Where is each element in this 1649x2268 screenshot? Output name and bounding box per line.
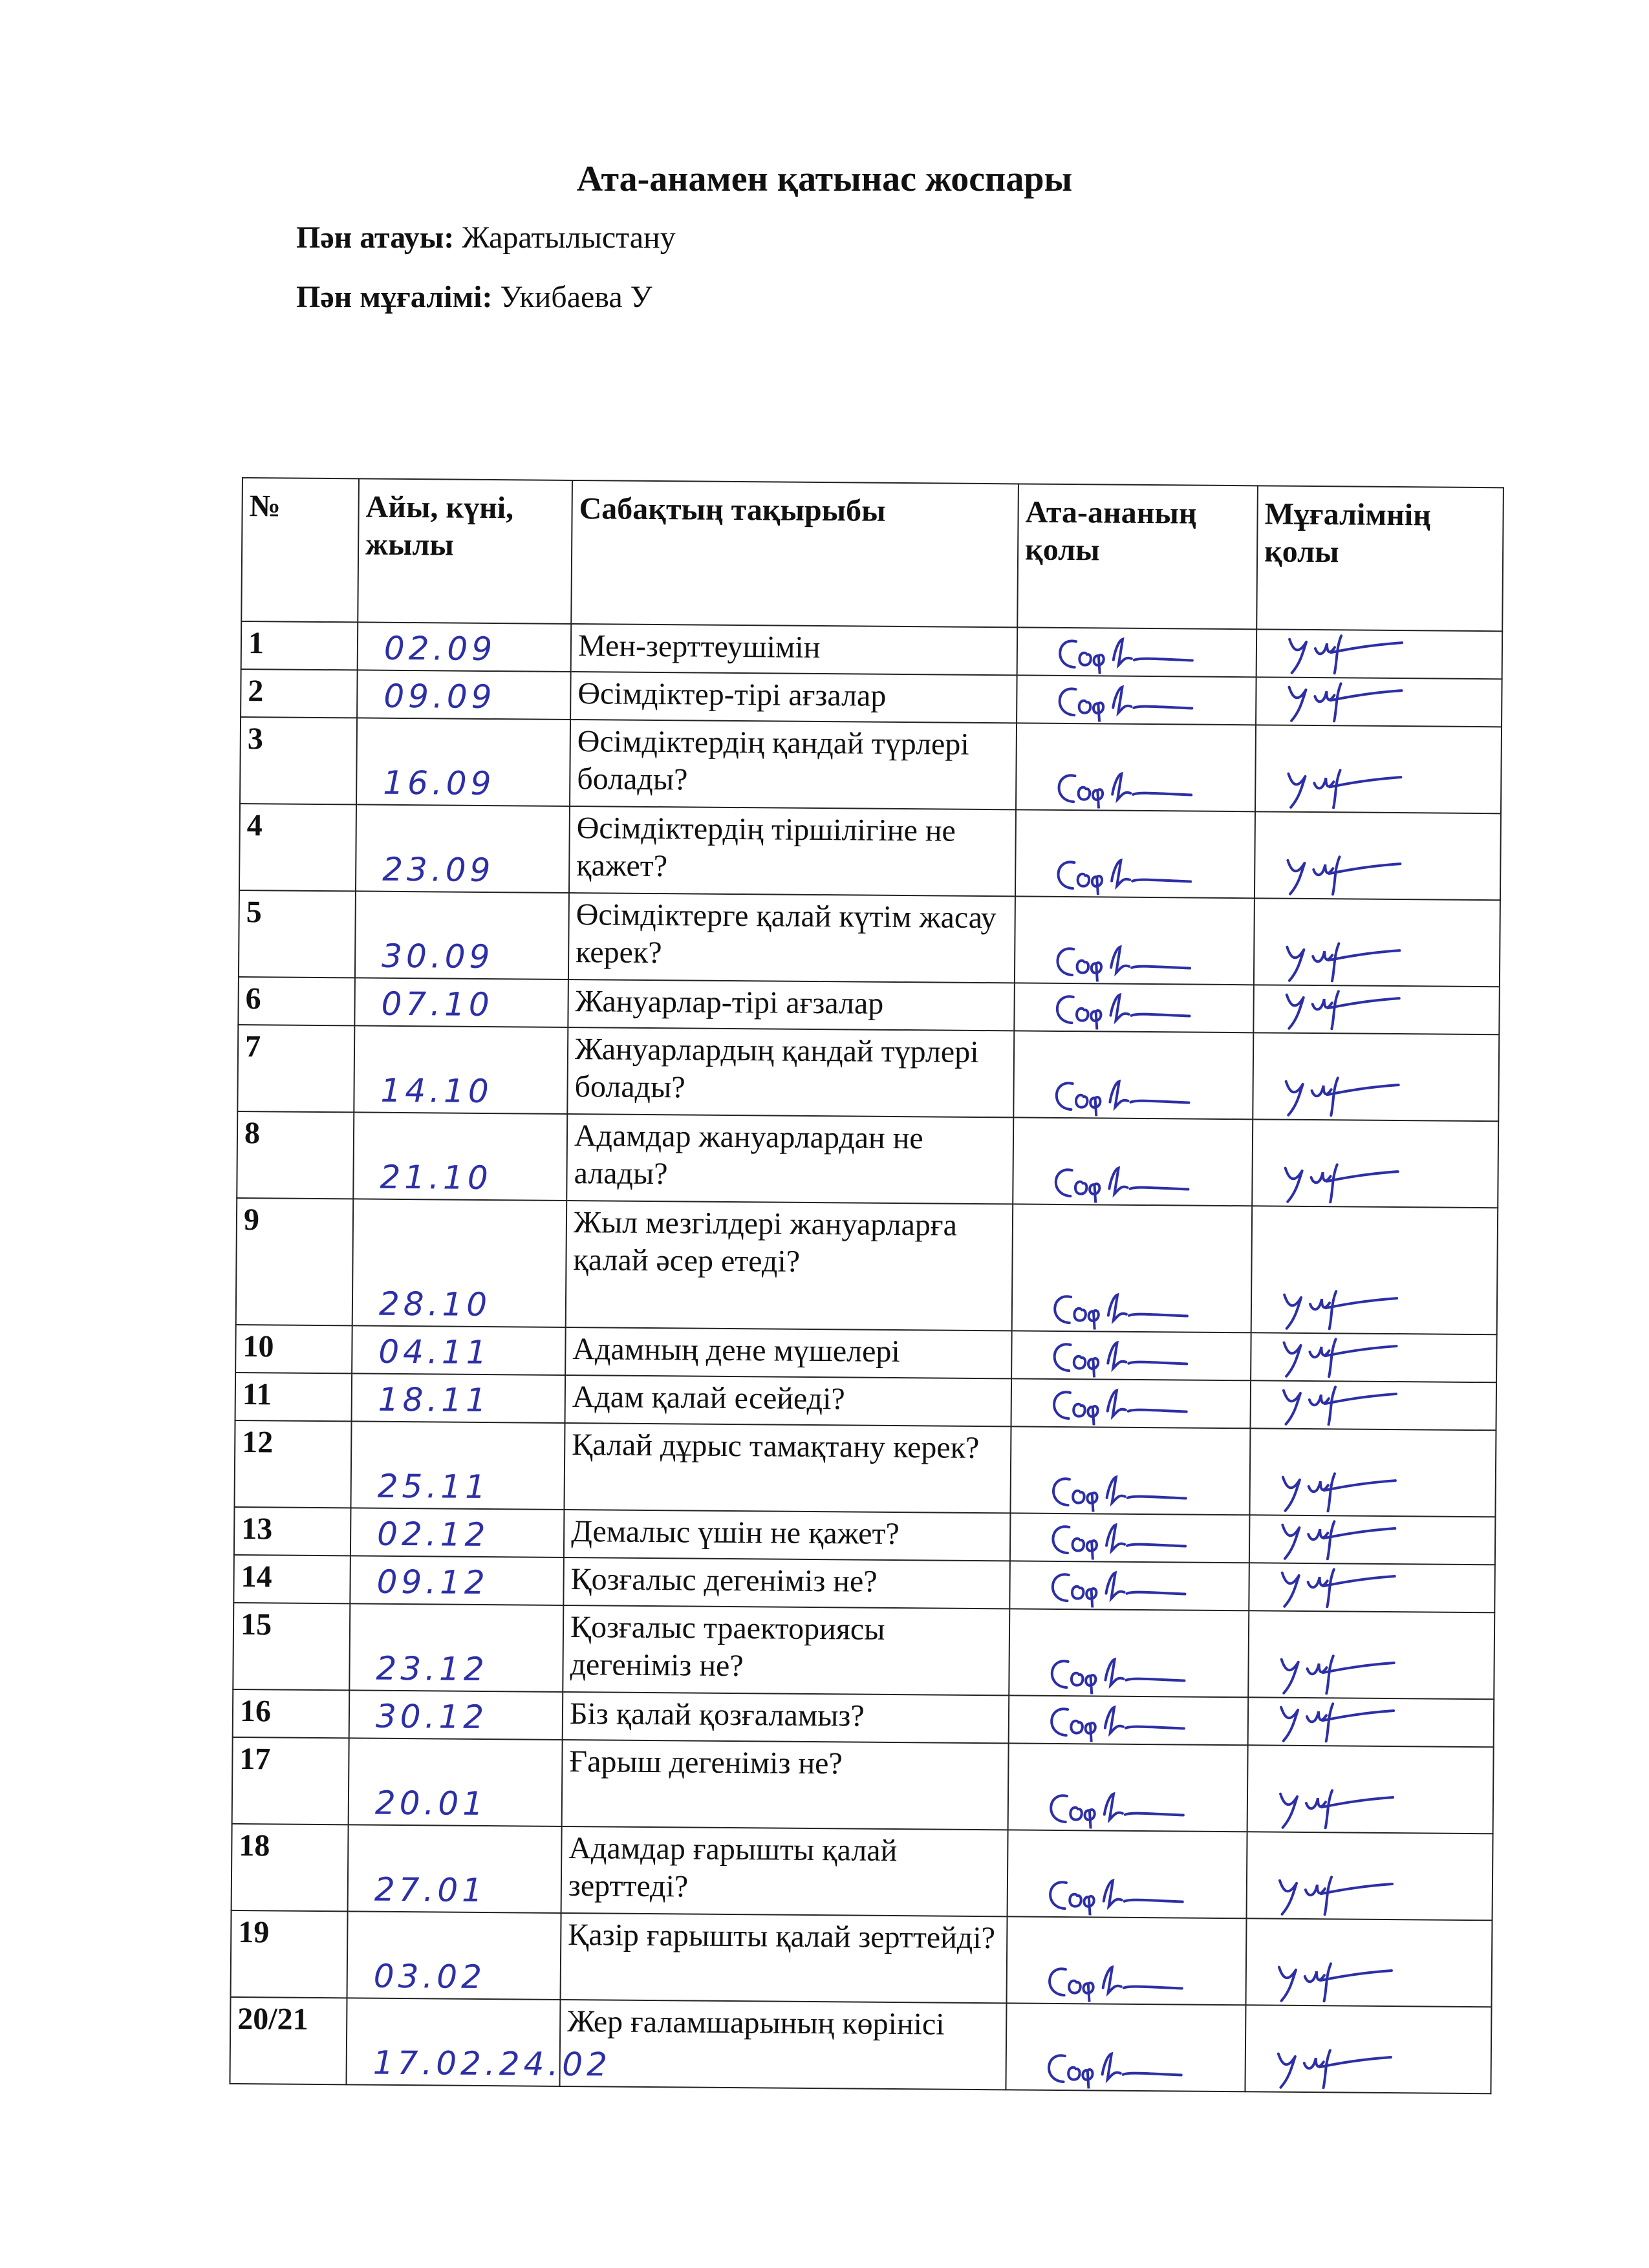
table-row <box>240 717 1502 813</box>
handwritten-date: 03.02 <box>373 1957 486 1996</box>
handwritten-date: 14.10 <box>380 1071 493 1111</box>
teacher-signature <box>1275 854 1405 898</box>
row-topic: Қозғалыс дегеніміз не? <box>563 1557 1010 1609</box>
parent-signature-cell <box>1017 627 1257 677</box>
handwritten-date: 02.12 <box>376 1515 490 1554</box>
parent-signature-cell <box>1012 1204 1253 1332</box>
plan-table-wrapper <box>229 477 1503 2094</box>
teacher-signature <box>1273 1075 1403 1119</box>
row-number: 2 <box>241 669 358 718</box>
parent-signature-cell <box>1010 1426 1250 1515</box>
teacher-signature-cell <box>1252 1119 1498 1208</box>
parent-signature <box>1042 1702 1191 1743</box>
handwritten-date: 18.11 <box>378 1380 491 1420</box>
parent-signature <box>1043 1519 1192 1561</box>
row-date-cell <box>346 1998 612 2086</box>
parent-signature-cell <box>1006 1916 1246 2005</box>
row-topic: Мен-зерттеушімін <box>571 624 1018 675</box>
teacher-signature <box>1273 989 1403 1032</box>
row-topic: Өсімдіктердің тіршілігіне не қажет? <box>569 806 1016 896</box>
row-date-cell <box>350 1421 565 1510</box>
row-number: 20/21 <box>230 1997 347 2084</box>
teacher-signature-cell <box>1250 1380 1496 1430</box>
row-number: 17 <box>232 1737 349 1824</box>
table-row <box>232 1737 1494 1834</box>
row-topic: Өсімдіктердің қандай түрлері болады? <box>570 720 1017 809</box>
row-topic: Өсімдіктер-тірі ағзалар <box>570 672 1017 723</box>
parent-signature <box>1046 1162 1194 1204</box>
parent-signature <box>1050 681 1198 723</box>
parent-signature-cell <box>1015 809 1255 898</box>
row-number: 8 <box>237 1111 354 1199</box>
parent-signature <box>1047 989 1196 1031</box>
table-row <box>239 804 1501 900</box>
parent-signature-cell <box>1017 675 1256 725</box>
handwritten-date: 30.12 <box>375 1697 488 1737</box>
header-topic: Сабақтың тақырыбы <box>571 480 1018 627</box>
row-date-cell <box>350 1556 564 1605</box>
row-date-cell <box>355 891 569 979</box>
handwritten-date: 09.12 <box>376 1563 489 1602</box>
table-row <box>236 1198 1498 1334</box>
row-date-cell <box>352 1373 566 1423</box>
parent-signature-cell <box>1014 983 1254 1032</box>
handwritten-date: 09.09 <box>383 677 496 716</box>
row-date-cell <box>348 1824 562 1913</box>
teacher-signature-cell <box>1253 1032 1499 1121</box>
teacher-signature <box>1266 1961 1396 2005</box>
teacher-signature-cell <box>1255 811 1501 900</box>
row-topic: Адамдар жануарлардан не алады? <box>566 1114 1013 1204</box>
row-date-cell <box>353 1112 567 1201</box>
teacher-signature-cell <box>1254 898 1500 987</box>
parent-signature-cell <box>1011 1378 1251 1428</box>
row-topic: Жер ғаламшарының көрінісі <box>559 2000 1006 2090</box>
row-number: 7 <box>237 1025 354 1112</box>
teacher-signature <box>1275 767 1405 811</box>
teacher-signature <box>1269 1519 1399 1563</box>
teacher-signature-cell <box>1249 1428 1496 1517</box>
row-topic: Ғарыш дегеніміз не? <box>562 1740 1009 1830</box>
row-date-cell <box>349 1738 563 1826</box>
row-topic: Қозғалыс траекториясы дегеніміз не? <box>563 1605 1009 1695</box>
parent-signature <box>1050 634 1199 675</box>
teacher-signature-cell <box>1247 1745 1494 1834</box>
teacher-signature <box>1269 1471 1399 1515</box>
handwritten-date: 25.11 <box>377 1467 490 1506</box>
table-row <box>239 890 1500 987</box>
teacher-signature <box>1271 1289 1401 1332</box>
parent-signature-cell <box>1008 1743 1248 1832</box>
table-row <box>233 1603 1494 1699</box>
row-topic: Қазір ғарышты қалай зерттейді? <box>561 1913 1008 2003</box>
row-number: 4 <box>239 804 356 891</box>
row-topic: Біз қалай қозғаламыз? <box>563 1692 1009 1743</box>
row-number: 19 <box>231 1910 348 1998</box>
row-number: 16 <box>233 1689 350 1738</box>
header-date: Айы, күні, жылы <box>358 478 572 624</box>
row-topic: Өсімдіктерге қалай күтім жасау керек? <box>568 893 1015 983</box>
row-topic: Жануарлардың қандай түрлері болады? <box>567 1027 1014 1117</box>
row-number: 1 <box>241 621 358 670</box>
row-number: 10 <box>235 1325 352 1373</box>
subject-label: Пән атауы: <box>296 220 455 255</box>
row-date-cell <box>349 1690 563 1740</box>
parent-signature-cell <box>1009 1695 1249 1745</box>
row-topic: Адам қалай есейеді? <box>565 1375 1012 1426</box>
row-number: 13 <box>234 1507 351 1556</box>
row-number: 3 <box>240 717 357 804</box>
table-row <box>231 1910 1493 2007</box>
parent-signature-cell <box>1009 1561 1249 1610</box>
row-date-cell <box>357 670 571 720</box>
parent-signature <box>1044 1385 1193 1426</box>
table-row <box>237 1111 1498 1208</box>
row-number: 9 <box>236 1198 354 1325</box>
teacher-signature <box>1267 1874 1397 1918</box>
teacher-signature <box>1268 1653 1398 1697</box>
teacher-signature-cell <box>1245 2005 1491 2093</box>
teacher-signature-cell <box>1245 1918 1492 2007</box>
table-row <box>232 1824 1493 1920</box>
handwritten-date: 07.10 <box>381 985 493 1024</box>
parent-signature-cell <box>1006 2003 1245 2091</box>
row-date-cell <box>352 1199 567 1327</box>
handwritten-date: 23.12 <box>376 1649 488 1689</box>
teacher-signature <box>1276 681 1406 725</box>
teacher-signature-cell <box>1255 725 1502 813</box>
table-row <box>234 1420 1496 1517</box>
row-topic: Қалай дұрыс тамақтану керек? <box>564 1423 1011 1513</box>
teacher-signature <box>1274 941 1404 985</box>
teacher-line <box>296 279 652 315</box>
parent-signature-cell <box>1011 1331 1251 1380</box>
table-body <box>230 621 1502 2093</box>
plan-table <box>229 477 1503 2094</box>
teacher-signature-cell <box>1253 985 1500 1034</box>
table-header-row <box>241 478 1503 631</box>
handwritten-date: 17.02.24.02 <box>372 2044 612 2084</box>
parent-signature <box>1045 1289 1194 1331</box>
teacher-signature <box>1265 2048 1395 2091</box>
row-date-cell <box>354 1025 568 1114</box>
teacher-signature-cell <box>1249 1515 1496 1565</box>
handwritten-date: 21.10 <box>380 1158 492 1197</box>
teacher-signature-cell <box>1256 629 1503 679</box>
row-date-cell <box>358 622 572 672</box>
subject-value: Жаратылыстану <box>462 220 676 255</box>
row-number: 15 <box>233 1603 350 1690</box>
row-number: 12 <box>234 1420 351 1508</box>
parent-signature-cell <box>1013 1117 1253 1206</box>
parent-signature <box>1043 1471 1192 1513</box>
handwritten-date: 27.01 <box>374 1870 487 1910</box>
teacher-signature-cell <box>1251 1332 1497 1382</box>
teacher-signature-cell <box>1256 677 1502 727</box>
row-date-cell <box>354 978 568 1027</box>
teacher-signature <box>1268 1701 1398 1745</box>
parent-signature <box>1042 1567 1191 1609</box>
teacher-signature <box>1269 1567 1399 1610</box>
parent-signature <box>1040 1875 1189 1916</box>
parent-signature <box>1044 1337 1193 1378</box>
row-date-cell <box>349 1603 563 1692</box>
parent-signature <box>1040 1962 1189 2003</box>
header-parent-signature: Ата-ананың қолы <box>1017 484 1258 629</box>
parent-signature-cell <box>1010 1513 1250 1563</box>
row-topic: Жыл мезгілдері жануарларға қалай әсер етеді? <box>566 1201 1013 1331</box>
handwritten-date: 02.09 <box>383 629 497 669</box>
teacher-signature-cell <box>1248 1697 1494 1747</box>
table-row <box>237 1025 1499 1121</box>
row-number: 6 <box>238 977 355 1025</box>
row-topic: Адамдар ғарышты қалай зерттеді? <box>561 1826 1008 1916</box>
parent-signature <box>1041 1788 1190 1830</box>
handwritten-date: 23.09 <box>382 850 495 890</box>
header-number: № <box>241 478 359 622</box>
handwritten-date: 04.11 <box>378 1332 491 1372</box>
row-date-cell <box>356 804 570 893</box>
subject-line <box>296 220 676 255</box>
teacher-signature <box>1267 1788 1397 1832</box>
parent-signature-cell <box>1008 1830 1247 1918</box>
handwritten-date: 28.10 <box>378 1285 491 1324</box>
teacher-value: Укибаева У <box>500 280 652 314</box>
teacher-signature-cell <box>1251 1206 1498 1334</box>
parent-signature <box>1046 1076 1195 1117</box>
row-number: 11 <box>235 1373 352 1421</box>
row-date-cell <box>352 1325 566 1375</box>
page-title: Ата-анамен қатынас жоспары <box>576 159 1073 199</box>
row-number: 5 <box>239 890 356 978</box>
row-date-cell <box>347 1911 561 2000</box>
parent-signature-cell <box>1015 896 1255 985</box>
teacher-signature <box>1277 633 1406 677</box>
handwritten-date: 16.09 <box>383 764 495 803</box>
row-date-cell <box>350 1508 565 1557</box>
parent-signature <box>1049 768 1198 809</box>
parent-signature <box>1048 855 1197 896</box>
row-topic: Демалыс үшін не қажет? <box>564 1510 1011 1561</box>
parent-signature-cell <box>1016 723 1256 811</box>
teacher-signature-cell <box>1249 1563 1495 1612</box>
parent-signature <box>1039 2048 1187 2090</box>
table-row <box>230 1997 1491 2093</box>
row-number: 14 <box>233 1555 350 1603</box>
parent-signature <box>1048 941 1196 983</box>
row-number: 18 <box>232 1824 349 1911</box>
teacher-signature <box>1271 1336 1401 1380</box>
parent-signature <box>1042 1654 1191 1695</box>
teacher-signature <box>1271 1384 1401 1428</box>
teacher-label: Пән мұғалімі: <box>296 280 493 314</box>
teacher-signature <box>1272 1162 1402 1206</box>
teacher-signature-cell <box>1248 1610 1494 1699</box>
parent-signature-cell <box>1013 1031 1253 1119</box>
handwritten-date: 20.01 <box>374 1784 488 1823</box>
row-date-cell <box>356 718 570 806</box>
handwritten-date: 30.09 <box>381 937 494 976</box>
row-topic: Адамның дене мүшелері <box>565 1327 1012 1378</box>
header-teacher-signature: Мұғалімнің қолы <box>1256 486 1503 631</box>
row-topic: Жануарлар-тірі ағзалар <box>568 979 1015 1031</box>
teacher-signature-cell <box>1247 1832 1493 1920</box>
parent-signature-cell <box>1009 1609 1249 1697</box>
